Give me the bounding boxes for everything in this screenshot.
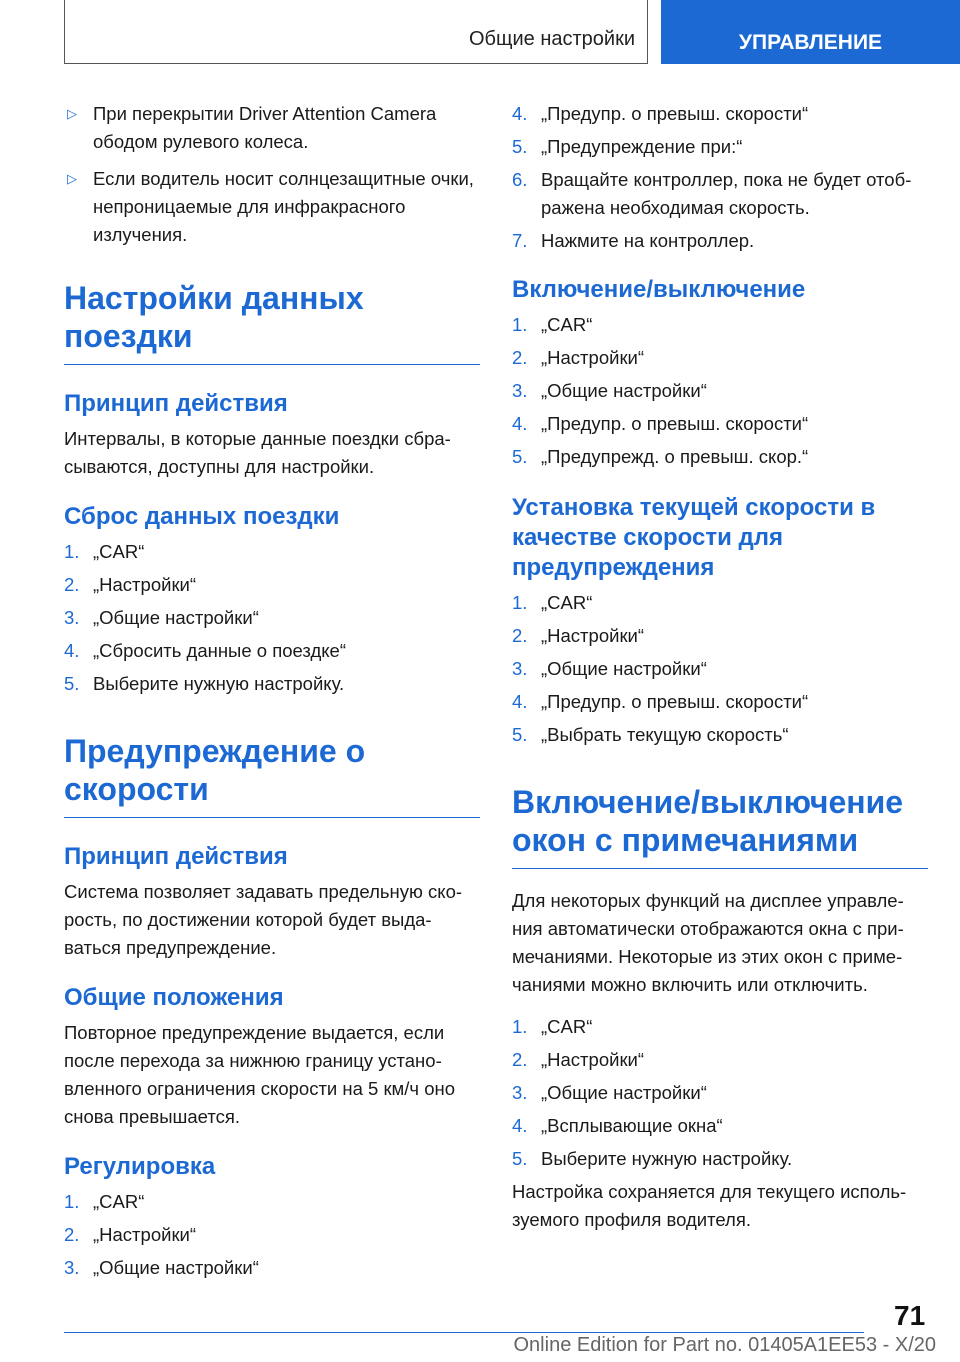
chapter-title-trip-data: Настройки данных поездки bbox=[64, 279, 480, 365]
list-item: 5. „Предупрежд. о превыш. скор.“ bbox=[512, 446, 809, 467]
list-item: 1. „CAR“ bbox=[512, 1016, 593, 1037]
list-item: 3. „Общие настройки“ bbox=[64, 1257, 259, 1278]
adjust-steps-list bbox=[64, 1188, 480, 1282]
onoff-steps-list bbox=[512, 311, 928, 471]
subtitle-on-off: Включение/выключение bbox=[512, 276, 806, 303]
list-item: 5. Выберите нужную настройку. bbox=[64, 673, 345, 694]
popup-intro-text: Для некоторых функций на дисплее управления автоматически отображаются окна с примечаниями. Некоторые из этих окон с примечаниями можно включить или отключить. bbox=[512, 890, 904, 995]
list-item: 2. „Настройки“ bbox=[64, 1224, 197, 1245]
list-item: 1. „CAR“ bbox=[64, 541, 145, 562]
list-item: 1. „CAR“ bbox=[64, 1191, 145, 1212]
section-tab: УПРАВЛЕНИЕ bbox=[661, 0, 960, 64]
list-item: 3. „Общие настройки“ bbox=[512, 1082, 707, 1103]
bullet-item bbox=[64, 165, 480, 249]
subtitle-principle: Принцип действия bbox=[64, 843, 288, 870]
adjust-steps-continued bbox=[512, 100, 928, 255]
list-item: 4. „Предупр. о превыш. скорости“ bbox=[512, 413, 809, 434]
subtitle-set-current-speed: Установка текущей скорости в качестве скорости для предупреждения bbox=[512, 494, 876, 581]
subtitle-adjustment: Регулировка bbox=[64, 1153, 216, 1180]
list-item: 7. Нажмите на контроллер. bbox=[512, 230, 755, 251]
chapter-title-speed-warning: Предупреждение о скорости bbox=[64, 732, 480, 818]
list-item: 4. „Предупр. о превыш. скорости“ bbox=[512, 103, 809, 124]
subtitle-principle: Принцип действия bbox=[64, 390, 288, 417]
list-item: 6. Вращайте контроллер, пока не будет отображена необходимая скорость. bbox=[512, 169, 912, 218]
bullet-item bbox=[64, 100, 480, 156]
right-column bbox=[512, 100, 928, 1234]
list-item: 3. „Общие настройки“ bbox=[512, 380, 707, 401]
general-text: Повторное предупреждение выдается, если после перехода за нижнюю границу установленного ограничения скорости на 5 км/ч оно снова превышается. bbox=[64, 1022, 455, 1127]
subtitle-reset-trip-data: Сброс данных поездки bbox=[64, 503, 340, 530]
header-title-box bbox=[64, 0, 648, 64]
list-item: 1. „CAR“ bbox=[512, 592, 593, 613]
list-item: 3. „Общие настройки“ bbox=[64, 607, 259, 628]
footer-divider bbox=[64, 1332, 864, 1333]
list-item: 4. „Предупр. о превыш. скорости“ bbox=[512, 691, 809, 712]
list-item: 4. „Всплывающие окна“ bbox=[512, 1115, 723, 1136]
list-item: 5. Выберите нужную настройку. bbox=[512, 1148, 793, 1169]
principle-text: Интервалы, в которые данные поездки сбрасываются, доступны для настройки. bbox=[64, 428, 451, 477]
list-item: 3. „Общие настройки“ bbox=[512, 658, 707, 679]
triangle-bullet-icon: ▷ bbox=[67, 106, 77, 121]
popup-steps-list bbox=[512, 1013, 928, 1173]
list-item: 2. „Настройки“ bbox=[512, 1049, 645, 1070]
chapter-title-popup-windows: Включение/выключение окон с примечаниями bbox=[512, 783, 928, 869]
closing-text: Настройка сохраняется для текущего используемого профиля водителя. bbox=[512, 1181, 907, 1230]
bullet-text: При перекрытии Driver Attention Camera ободом рулевого колеса. bbox=[93, 103, 437, 152]
list-item: 2. „Настройки“ bbox=[512, 625, 645, 646]
principle-text: Система позволяет задавать предельную скорость, по достижении которой будет выдаваться предупреждение. bbox=[64, 881, 463, 958]
list-item: 2. „Настройки“ bbox=[64, 574, 197, 595]
list-item: 2. „Настройки“ bbox=[512, 347, 645, 368]
edition-footer: Online Edition for Part no. 01405A1EE53 - X/20 bbox=[513, 1334, 936, 1356]
left-column bbox=[64, 100, 480, 1287]
list-item: 1. „CAR“ bbox=[512, 314, 593, 335]
subtitle-general: Общие положения bbox=[64, 984, 284, 1011]
bullet-text: Если водитель носит солнцезащитные очки, непроницаемые для инфракрасного излучения. bbox=[93, 168, 474, 245]
header-title: Общие настройки bbox=[469, 28, 635, 50]
current-speed-steps-list bbox=[512, 589, 928, 749]
triangle-bullet-icon: ▷ bbox=[67, 171, 77, 186]
page-number: 71 bbox=[894, 1300, 926, 1331]
reset-steps-list bbox=[64, 538, 480, 698]
list-item: 5. „Выбрать текущую скорость“ bbox=[512, 724, 789, 745]
list-item: 4. „Сбросить данные о поездке“ bbox=[64, 640, 347, 661]
list-item: 5. „Предупреждение при:“ bbox=[512, 136, 743, 157]
